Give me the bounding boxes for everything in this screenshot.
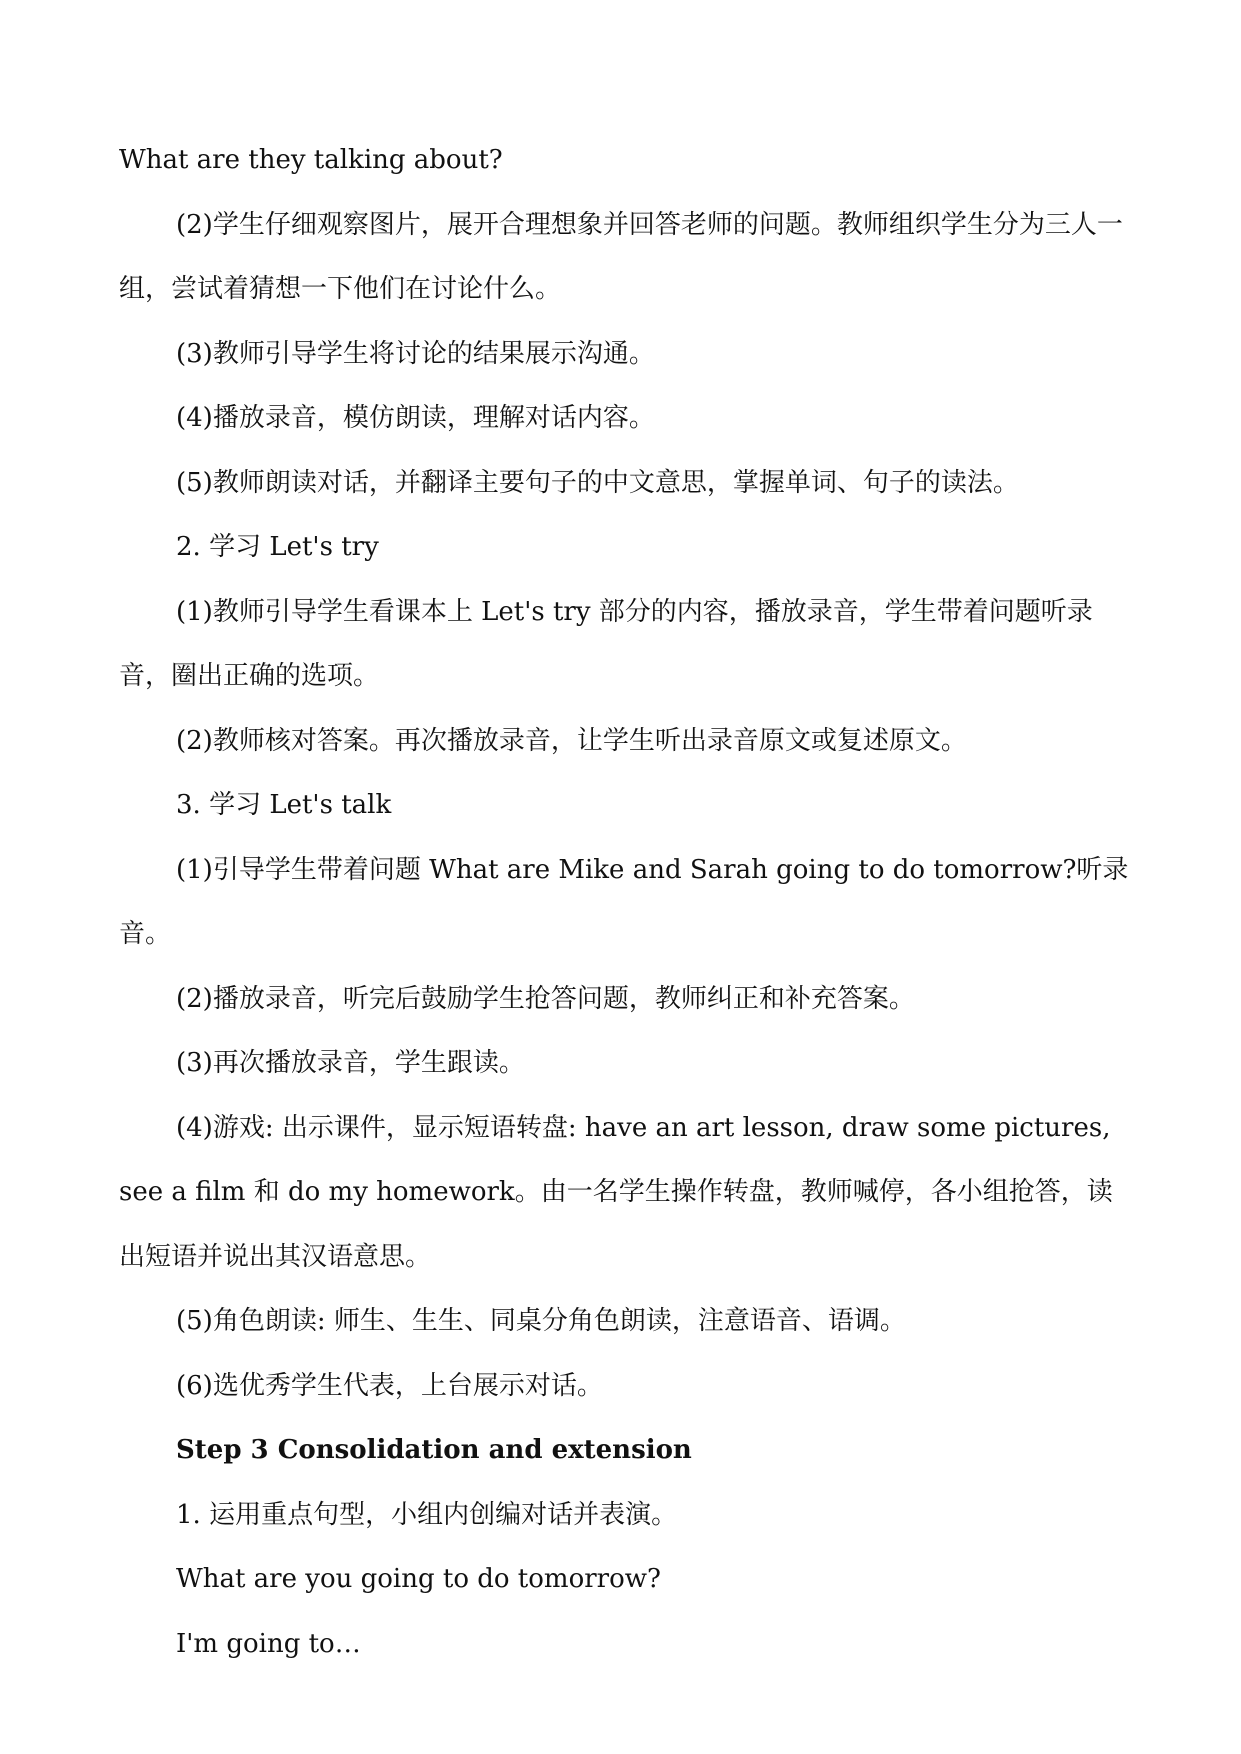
section-heading-lets-try: 2. 学习 Let's try <box>176 532 379 562</box>
step-3-heading: Step 3 Consolidation and extension <box>176 1435 692 1465</box>
paragraph-step-2: (2)学生仔细观察图片，展开合理想象并回答老师的问题。教师组织学生分为三人一组，尝试着猜想一下他们在讨论什么。 <box>119 209 1123 304</box>
example-question: What are you going to do tomorrow? <box>176 1564 661 1594</box>
paragraph-step-4: (4)播放录音，模仿朗读，理解对话内容。 <box>176 403 655 433</box>
paragraph-talk-5: (5)角色朗读: 师生、生生、同桌分角色朗读，注意语音、语调。 <box>176 1306 906 1336</box>
paragraph-talk-4-game: (4)游戏: 出示课件，显示短语转盘: have an art lesson, draw some pictures, see a film 和 do my homework。由一名学生操作转盘，教师喊停，各小组抢答，读出短语并说出其汉语意思。 <box>119 1112 1113 1272</box>
paragraph-step-3: (3)教师引导学生将讨论的结果展示沟通。 <box>176 338 655 369</box>
document-body <box>119 128 1129 1676</box>
section-heading-lets-talk: 3. 学习 Let's talk <box>176 790 392 820</box>
paragraph-consolidation-1: 1. 运用重点句型，小组内创编对话并表演。 <box>176 1499 678 1530</box>
paragraph-try-1: (1)教师引导学生看课本上 Let's try 部分的内容，播放录音，学生带着问题听录音，圈出正确的选项。 <box>119 596 1093 691</box>
question-line: What are they talking about? <box>119 145 503 175</box>
paragraph-talk-1: (1)引导学生带着问题 What are Mike and Sarah going to do tomorrow?听录音。 <box>119 854 1129 949</box>
paragraph-try-2: (2)教师核对答案。再次播放录音，让学生听出录音原文或复述原文。 <box>176 725 967 756</box>
paragraph-talk-3: (3)再次播放录音，学生跟读。 <box>176 1048 525 1078</box>
example-answer: I'm going to… <box>176 1628 361 1659</box>
paragraph-talk-2: (2)播放录音，听完后鼓励学生抢答问题，教师纠正和补充答案。 <box>176 983 915 1014</box>
paragraph-talk-6: (6)选优秀学生代表，上台展示对话。 <box>176 1370 603 1401</box>
paragraph-step-5: (5)教师朗读对话，并翻译主要句子的中文意思，掌握单词、句子的读法。 <box>176 467 1019 498</box>
